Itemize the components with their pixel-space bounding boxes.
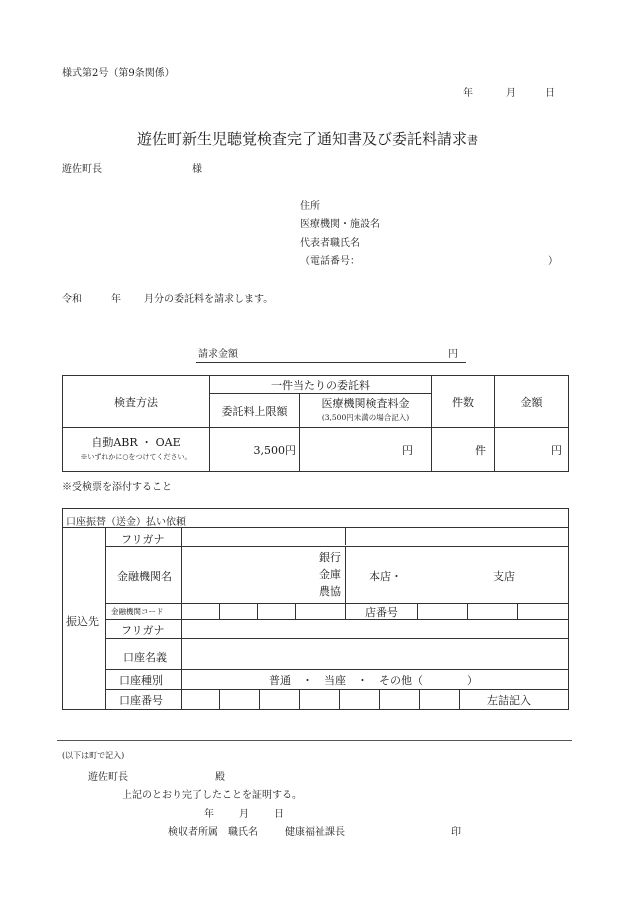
bank-side-label: 振込先 <box>66 615 99 628</box>
inspector-label: 検収者所属 職氏名 <box>168 827 258 838</box>
bank-type-list[interactable] <box>319 549 341 600</box>
certify-day: 日 <box>274 809 284 820</box>
left-justify-note: 左詰記入 <box>487 694 531 707</box>
account-name-input[interactable] <box>182 639 568 669</box>
col-count-header: 件数 <box>432 376 495 428</box>
account-name-label: 口座名義 <box>123 651 167 664</box>
row-method-cell[interactable] <box>63 428 210 472</box>
group-fee-header: 一件当たりの委託料 <box>210 376 432 394</box>
acct-box-3[interactable] <box>299 689 300 709</box>
billing-unit: 円 <box>448 349 458 360</box>
code-box-1[interactable] <box>219 603 220 619</box>
bank-type-ja[interactable]: 農協 <box>319 585 341 598</box>
certify-text: 上記のとおり完了したことを証明する。 <box>122 790 302 801</box>
furigana-input[interactable] <box>181 527 345 545</box>
certify-month: 月 <box>239 809 249 820</box>
row-amount-cell[interactable]: 円 <box>495 428 569 472</box>
inspector-dept: 健康福祉課長 <box>285 827 345 838</box>
furigana-divider <box>345 527 346 545</box>
billing-label: 請求金額 <box>198 349 238 360</box>
sender-representative: 代表者職氏名 <box>300 238 360 249</box>
branch-number-label: 店番号 <box>365 606 398 619</box>
town-addressee: 遊佐町長 <box>88 772 128 783</box>
col-limit-header: 委託料上限額 <box>210 394 300 428</box>
bank-section-title: 口座振替（送金）払い依頼 <box>66 517 186 528</box>
furigana-label: フリガナ <box>121 533 165 546</box>
town-note: (以下は町で記入) <box>62 751 125 760</box>
row-divider-1 <box>105 546 568 547</box>
town-honorific: 殿 <box>215 772 225 783</box>
date-day-label: 日 <box>545 88 555 99</box>
col-method-header: 検査方法 <box>63 376 210 428</box>
branch-box-2[interactable] <box>467 603 468 619</box>
request-text: 月分の委託料を請求します。 <box>144 294 274 305</box>
request-era: 令和 <box>62 294 82 305</box>
bank-type-shinkin[interactable]: 金庫 <box>319 568 341 581</box>
date-year-label: 年 <box>463 88 473 99</box>
row-divider-2 <box>105 603 568 604</box>
code-box-3[interactable] <box>295 603 296 619</box>
code-box-4[interactable] <box>345 603 346 619</box>
attach-note: ※受検票を添付すること <box>62 482 172 493</box>
request-year: 年 <box>111 294 121 305</box>
row-inst-fee-cell[interactable]: 円 <box>300 428 432 472</box>
col-amount-header: 金額 <box>495 376 569 428</box>
branch-label: 支店 <box>493 570 515 583</box>
col-inst-fee-header <box>300 394 432 428</box>
institution-name-input[interactable] <box>182 547 316 602</box>
row-count-cell[interactable]: 件 <box>432 428 495 472</box>
account-type-label: 口座種別 <box>119 674 163 687</box>
row-divider-5 <box>105 669 568 670</box>
account-number-label: 口座番号 <box>119 694 163 707</box>
acct-box-2[interactable] <box>259 689 260 709</box>
certify-year: 年 <box>204 809 214 820</box>
branch-box-1[interactable] <box>417 603 418 619</box>
addressee-honorific: 様 <box>192 164 202 175</box>
sender-address: 住所 <box>300 201 320 212</box>
acct-box-1[interactable] <box>219 689 220 709</box>
institution-divider <box>345 546 346 603</box>
billing-amount-line <box>196 344 466 363</box>
col-inst-fee-note: (3,500円未満の場合記入) <box>321 412 410 422</box>
head-office-label: 本店・ <box>369 570 402 583</box>
date-month-label: 月 <box>506 88 516 99</box>
acct-box-6[interactable] <box>419 689 420 709</box>
document-title <box>137 128 478 149</box>
col-inst-fee-label: 医療機関検査料金 <box>321 396 410 410</box>
sender-institution: 医療機関・施設名 <box>300 219 380 230</box>
branch-box-3[interactable] <box>517 603 518 619</box>
seal-mark: 印 <box>451 827 461 838</box>
acct-box-4[interactable] <box>339 689 340 709</box>
furigana2-label: フリガナ <box>121 624 165 637</box>
fee-table <box>62 375 569 472</box>
title-suffix: 書 <box>467 134 479 147</box>
sender-phone-close: ） <box>548 256 558 267</box>
row-method-note: ※いずれかに○をつけてください。 <box>80 452 192 461</box>
bank-section <box>62 508 569 710</box>
row-divider-6 <box>105 689 568 690</box>
account-type-options[interactable]: 普通 ・ 当座 ・ その他（ ） <box>269 674 478 687</box>
institution-name-label: 金融機関名 <box>117 570 172 583</box>
bank-type-bank[interactable]: 銀行 <box>319 551 341 564</box>
title-main: 遊佐町新生児聴覚検査完了通知書及び委託料請求 <box>137 130 468 148</box>
sender-phone-label: （電話番号： <box>300 256 360 267</box>
town-section-divider <box>57 740 572 741</box>
side-label-divider <box>105 527 106 709</box>
code-box-2[interactable] <box>257 603 258 619</box>
addressee-name: 遊佐町長 <box>62 164 102 175</box>
row-limit-cell: 3,500円 <box>210 428 300 472</box>
institution-code-label: 金融機関コード <box>111 607 164 616</box>
furigana2-input[interactable] <box>182 620 568 638</box>
acct-box-7[interactable] <box>459 689 460 709</box>
row-method-options: 自動ABR ・ OAE <box>91 435 181 449</box>
acct-box-5[interactable] <box>379 689 380 709</box>
form-number: 様式第2号（第9条関係） <box>62 68 175 79</box>
